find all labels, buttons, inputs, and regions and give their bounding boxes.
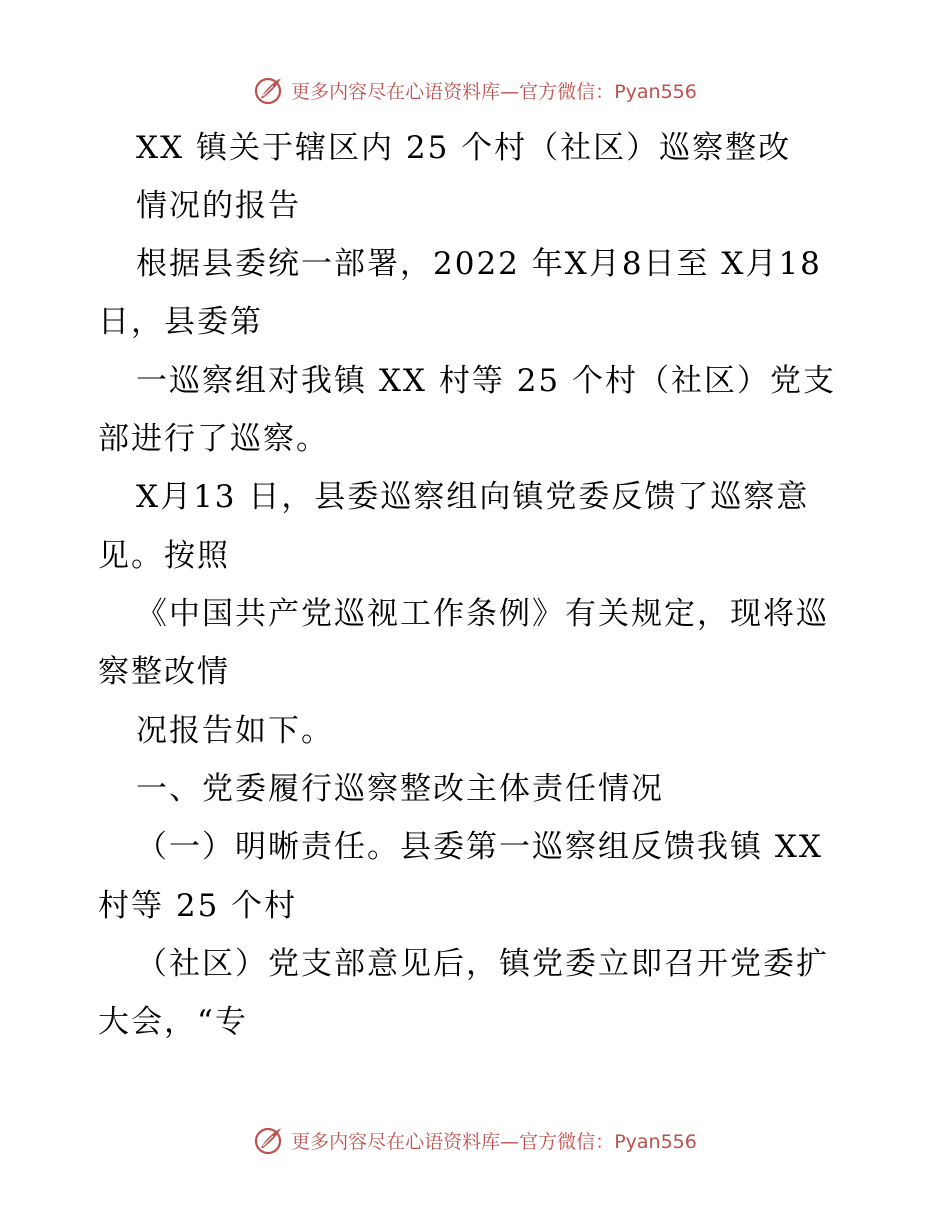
doc-line-14: 村等 25 个村 (98, 888, 298, 924)
doc-line-9: 《中国共产党巡视工作条例》有关规定，现将巡 (136, 596, 829, 632)
doc-line-11: 况报告如下。 (136, 713, 334, 749)
doc-title-line-1: XX 镇关于辖区内 25 个村（社区）巡察整改 (136, 130, 792, 166)
doc-line-10: 察整改情 (98, 654, 230, 690)
footer-banner-text (291, 1127, 697, 1154)
doc-line-3: 根据县委统一部署，2022 年X月8日至 X月18 (136, 246, 822, 282)
doc-line-13: （一）明晰责任。县委第一巡察组反馈我镇 XX (136, 829, 823, 865)
doc-line-6: 部进行了巡察。 (98, 421, 329, 457)
header-separator: — (500, 80, 520, 103)
footer-site-text: 更多内容尽在心语资料库 (291, 1130, 501, 1153)
footer-separator: — (500, 1130, 520, 1153)
footer-banner (0, 1120, 950, 1160)
footer-wechat-label: 官方微信： (519, 1130, 615, 1153)
header-wechat-label: 官方微信： (519, 80, 615, 103)
footer-wechat-id: Pyan556 (614, 1130, 697, 1153)
feather-pen-logo-icon (253, 1124, 285, 1156)
doc-line-5: 一巡察组对我镇 XX 村等 25 个村（社区）党支 (136, 363, 836, 399)
doc-title-line-2: 情况的报告 (136, 188, 301, 224)
header-site-text: 更多内容尽在心语资料库 (291, 80, 501, 103)
doc-line-4: 日，县委第 (98, 304, 263, 340)
section-heading-1: 一、党委履行巡察整改主体责任情况 (136, 771, 664, 807)
header-wechat-id: Pyan556 (614, 80, 697, 103)
doc-line-7: X月13 日，县委巡察组向镇党委反馈了巡察意 (136, 479, 810, 515)
doc-line-16: 大会，“专 (98, 1004, 248, 1040)
doc-line-8: 见。按照 (98, 538, 230, 574)
doc-line-15: （社区）党支部意见后，镇党委立即召开党委扩 (136, 946, 829, 982)
